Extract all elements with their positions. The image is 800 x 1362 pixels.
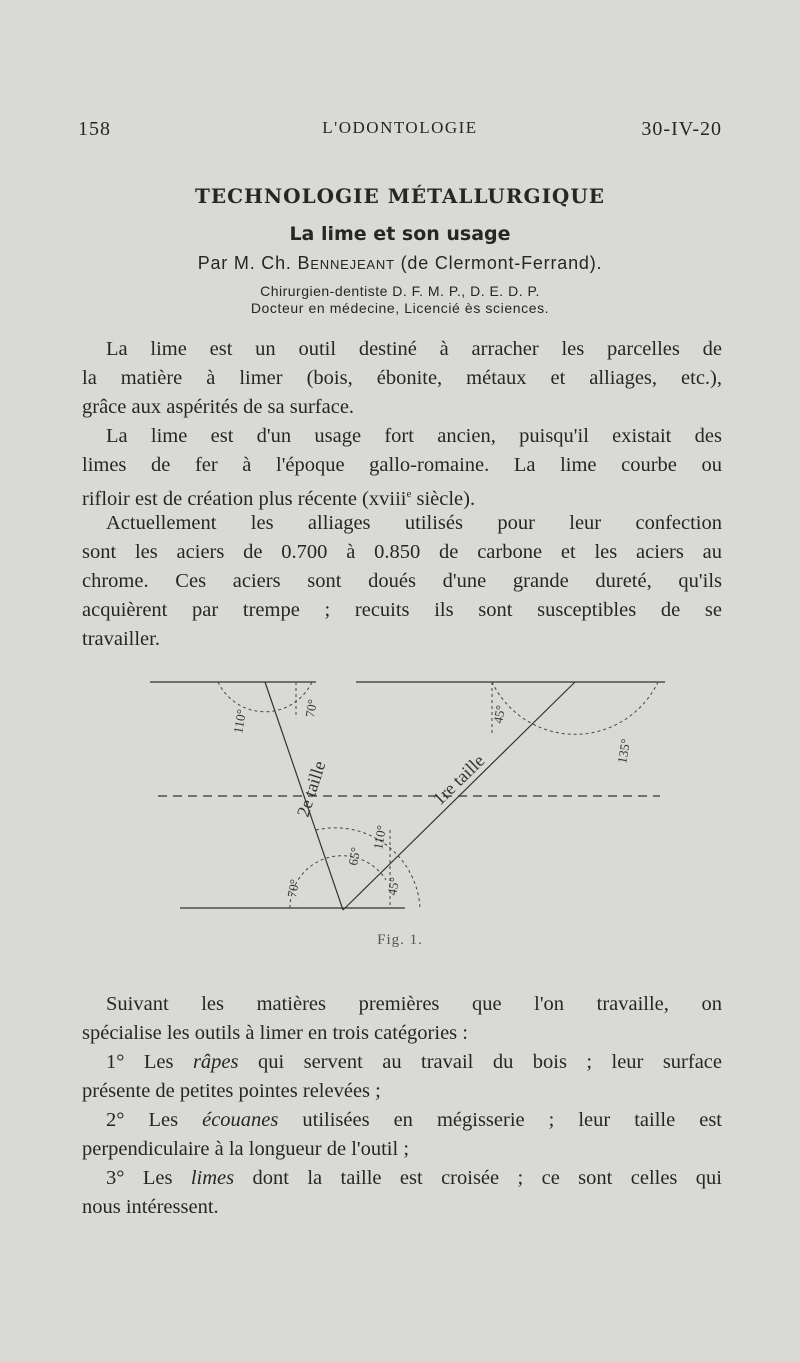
list-item <box>82 1164 722 1222</box>
label-angle-135-top: 135° <box>614 737 634 765</box>
file-cut-diagram <box>150 670 670 920</box>
issue-date: 30-IV-20 <box>641 118 722 140</box>
list-text: qui servent au travail du bois ; leur surface <box>238 1051 722 1073</box>
list-item <box>82 1106 722 1164</box>
list-item-line <box>82 1048 722 1077</box>
arc-top-right <box>492 682 658 734</box>
label-angle-45-top: 45° <box>490 703 509 725</box>
author-credentials-1: Chirurgien-dentiste D. F. M. P., D. E. D. P. <box>260 283 540 299</box>
list-lead: Les <box>142 1167 191 1189</box>
list-lead: Les <box>143 1051 193 1073</box>
paragraph-line: grâce aux aspérités de sa surface. <box>82 396 355 418</box>
label-angle-65: 65° <box>345 845 364 867</box>
author-prefix: Par M. Ch. <box>197 253 292 273</box>
list-number: 1° <box>106 1051 125 1073</box>
section-title: TECHNOLOGIE MÉTALLURGIQUE <box>194 184 606 208</box>
paragraph-line: travailler. <box>82 628 160 650</box>
paragraph-2 <box>82 422 722 514</box>
list-number: 3° <box>106 1167 125 1189</box>
paragraph-line: sont les aciers de 0.700 à 0.850 de carbone et les aciers au <box>82 541 722 563</box>
arc-middle <box>316 828 420 908</box>
label-second-cut: 2e taille <box>292 758 330 820</box>
line-end: siècle). <box>411 487 476 510</box>
paragraph-line: limes de fer à l'époque gallo-romaine. La lime courbe ou <box>82 454 722 476</box>
list-item <box>82 1048 722 1106</box>
paragraph-line: La lime est d'un usage fort ancien, puisqu'il existait des <box>106 425 722 447</box>
paragraph-line: acquièrent par trempe ; recuits ils sont susceptibles de se <box>82 599 722 621</box>
author-line <box>0 253 800 274</box>
list-item-line <box>82 1106 722 1135</box>
category-list <box>82 1048 722 1222</box>
list-item-line: présente de petites pointes relevées ; <box>82 1080 381 1102</box>
author-affiliation: (de Clermont-Ferrand). <box>400 253 603 273</box>
list-number: 2° <box>106 1109 125 1131</box>
paragraph-1 <box>82 335 722 422</box>
running-title: L'ODONTOLOGIE <box>322 118 478 137</box>
paragraph-line: la matière à limer (bois, ébonite, métaux et alliages, etc.), <box>82 367 722 389</box>
paragraph-line: Suivant les matières premières que l'on travaille, on <box>106 993 722 1015</box>
paragraph-line: spécialise les outils à limer en trois catégories : <box>82 1022 468 1044</box>
list-term: écouanes <box>202 1109 279 1131</box>
article-title: La lime et son usage <box>289 223 511 245</box>
label-angle-110-top: 110° <box>230 708 250 735</box>
paragraph-3 <box>82 509 722 654</box>
superscript: e <box>406 488 412 500</box>
label-angle-45-bottom: 45° <box>384 875 403 897</box>
label-angle-70-bottom: 70° <box>284 877 303 899</box>
arc-top-left <box>218 682 312 712</box>
list-text: dont la taille est croisée ; ce sont celles qui <box>234 1167 722 1189</box>
list-item-line <box>82 1164 722 1193</box>
author-credentials-2: Docteur en médecine, Licencié ès sciences. <box>250 300 550 316</box>
list-term: limes <box>190 1167 235 1189</box>
paragraph-line: La lime est un outil destiné à arracher les parcelles de <box>106 338 722 360</box>
author-name: Bennejeant <box>297 253 395 273</box>
page-number: 158 <box>78 118 111 140</box>
list-item-line: perpendiculaire à la longueur de l'outil ; <box>82 1138 410 1160</box>
paragraph-line: Actuellement les alliages utilisés pour leur confection <box>106 512 722 534</box>
label-angle-110-mid: 110° <box>370 824 390 851</box>
label-angle-70-top: 70° <box>302 697 321 719</box>
figure-caption: Fig. 1. <box>377 932 423 948</box>
list-text: utilisées en mégisserie ; leur taille est <box>278 1109 722 1131</box>
list-lead: Les <box>148 1109 203 1131</box>
paragraph-4 <box>82 990 722 1048</box>
line-text: rifloir est de création plus récente (xviii <box>82 487 407 510</box>
label-first-cut: 1re taille <box>428 750 489 809</box>
list-term: râpes <box>192 1051 239 1073</box>
paragraph-line: chrome. Ces aciers sont doués d'une grande dureté, qu'ils <box>82 570 722 592</box>
list-item-line: nous intéressent. <box>82 1196 219 1218</box>
